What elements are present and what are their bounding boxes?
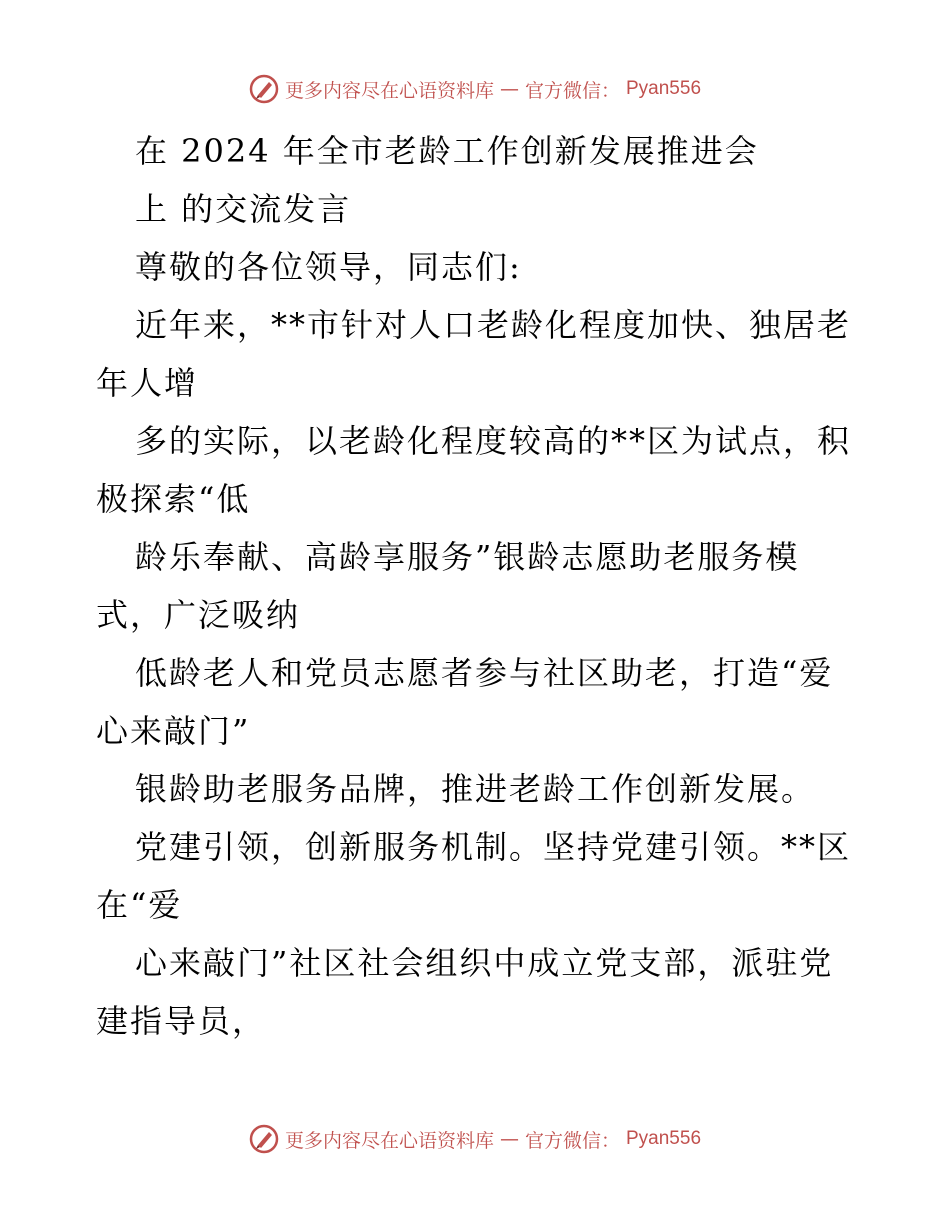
- paragraph-line: 心来敲门”: [96, 712, 251, 750]
- pen-logo-icon: [249, 74, 279, 104]
- watermark-wechat-id: Pyan556: [626, 78, 702, 99]
- paragraph-line: 多的实际，以老龄化程度较高的**区为试点，积: [135, 422, 852, 460]
- paragraph-line: 龄乐奉献、高龄享服务”银龄志愿助老服务模: [135, 538, 800, 576]
- watermark-wechat-label: 官方微信：: [524, 79, 620, 102]
- pen-logo-icon: [249, 1124, 279, 1154]
- footer-watermark: [0, 1124, 950, 1154]
- salutation: 尊敬的各位领导，同志们:: [135, 248, 522, 286]
- paragraph-line: 式，广泛吸纳: [96, 596, 301, 634]
- paragraph-line: 近年来，**市针对人口老龄化程度加快、独居老: [135, 306, 852, 344]
- paragraph-line: 党建引领，创新服务机制。坚持党建引领。**区: [135, 828, 852, 866]
- paragraph-line: 低龄老人和党员志愿者参与社区助老，打造“爱: [135, 654, 834, 692]
- paragraph-line: 极探索“低: [96, 480, 251, 518]
- watermark-separator: —: [499, 78, 519, 100]
- paragraph-line: 建指导员，: [96, 1002, 267, 1040]
- header-watermark: [0, 74, 950, 104]
- title-line-2: 上 的交流发言: [135, 190, 352, 228]
- watermark-text: 更多内容尽在心语资料库: [284, 1129, 494, 1152]
- watermark-separator: —: [499, 1128, 519, 1150]
- watermark-wechat-id: Pyan556: [626, 1128, 702, 1149]
- watermark-text: 更多内容尽在心语资料库: [284, 79, 494, 102]
- watermark-wechat-label: 官方微信：: [524, 1129, 620, 1152]
- paragraph-line: 在“爱: [96, 886, 183, 924]
- paragraph-line: 心来敲门”社区社会组织中成立党支部，派驻党: [135, 944, 834, 982]
- document-body: [96, 122, 856, 1050]
- title-line-1: 在 2024 年全市老龄工作创新发展推进会: [135, 132, 759, 170]
- paragraph-line: 年人增: [96, 364, 199, 402]
- paragraph-line: 银龄助老服务品牌，推进老龄工作创新发展。: [135, 770, 816, 808]
